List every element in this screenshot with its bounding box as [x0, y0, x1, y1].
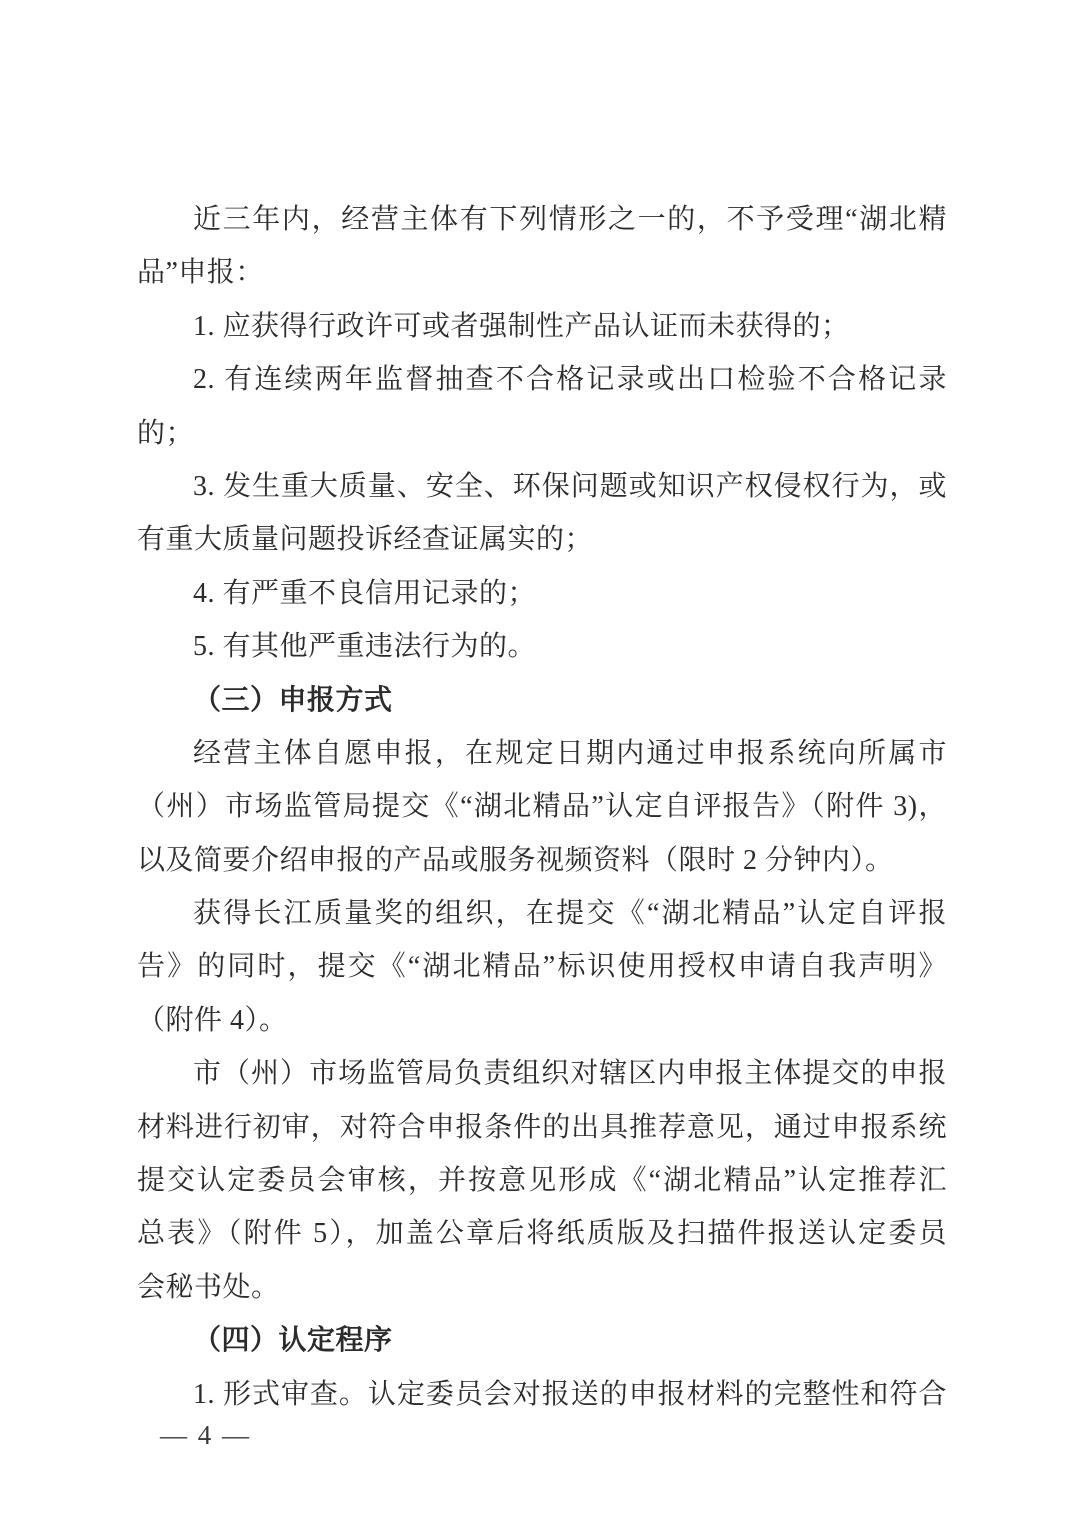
text-line: 2. 有连续两年监督抽查不合格记录或出口检验不合格记录	[193, 364, 947, 396]
text-line: 提交认定委员会审核，并按意见形成《“湖北精品”认定推荐汇	[137, 1165, 947, 1197]
text-line: 的；	[137, 417, 195, 449]
page-number: — 4 —	[160, 1420, 251, 1450]
text-line: 告》的同时，提交《“湖北精品”标识使用授权申请自我声明》	[137, 951, 947, 983]
text-line: 1. 形式审查。认定委员会对报送的申报材料的完整性和符合	[193, 1378, 947, 1410]
text-line: 获得长江质量奖的组织，在提交《“湖北精品”认定自评报	[193, 898, 947, 930]
section-heading: （三）申报方式	[193, 684, 393, 716]
text-line: 经营主体自愿申报，在规定日期内通过申报系统向所属市	[193, 737, 947, 769]
text-line: 3. 发生重大质量、安全、环保问题或知识产权侵权行为，或	[193, 470, 947, 502]
text-line: （附件 4）。	[137, 1004, 288, 1036]
text-line: 1. 应获得行政许可或者强制性产品认证而未获得的；	[193, 310, 850, 342]
text-line: 有重大质量问题投诉经查证属实的；	[137, 524, 594, 556]
text-line: 以及简要介绍申报的产品或服务视频资料（限时 2 分钟内）。	[137, 844, 894, 876]
text-line: 总表》（附件 5），加盖公章后将纸质版及扫描件报送认定委员	[137, 1218, 947, 1250]
text-line: 4. 有严重不良信用记录的；	[193, 577, 537, 609]
section-heading: （四）认定程序	[193, 1325, 393, 1357]
text-line: （州）市场监管局提交《“湖北精品”认定自评报告》（附件 3)，	[137, 791, 947, 823]
text-line: 品”申报：	[137, 257, 264, 289]
text-line: 材料进行初审，对符合申报条件的出具推荐意见，通过申报系统	[137, 1111, 947, 1143]
text-line: 市（州）市场监管局负责组织对辖区内申报主体提交的申报	[193, 1058, 947, 1090]
document-body	[137, 193, 947, 1421]
text-line: 5. 有其他严重违法行为的。	[193, 631, 537, 663]
text-line: 会秘书处。	[137, 1271, 280, 1303]
text-line: 近三年内，经营主体有下列情形之一的，不予受理“湖北精	[193, 204, 947, 235]
